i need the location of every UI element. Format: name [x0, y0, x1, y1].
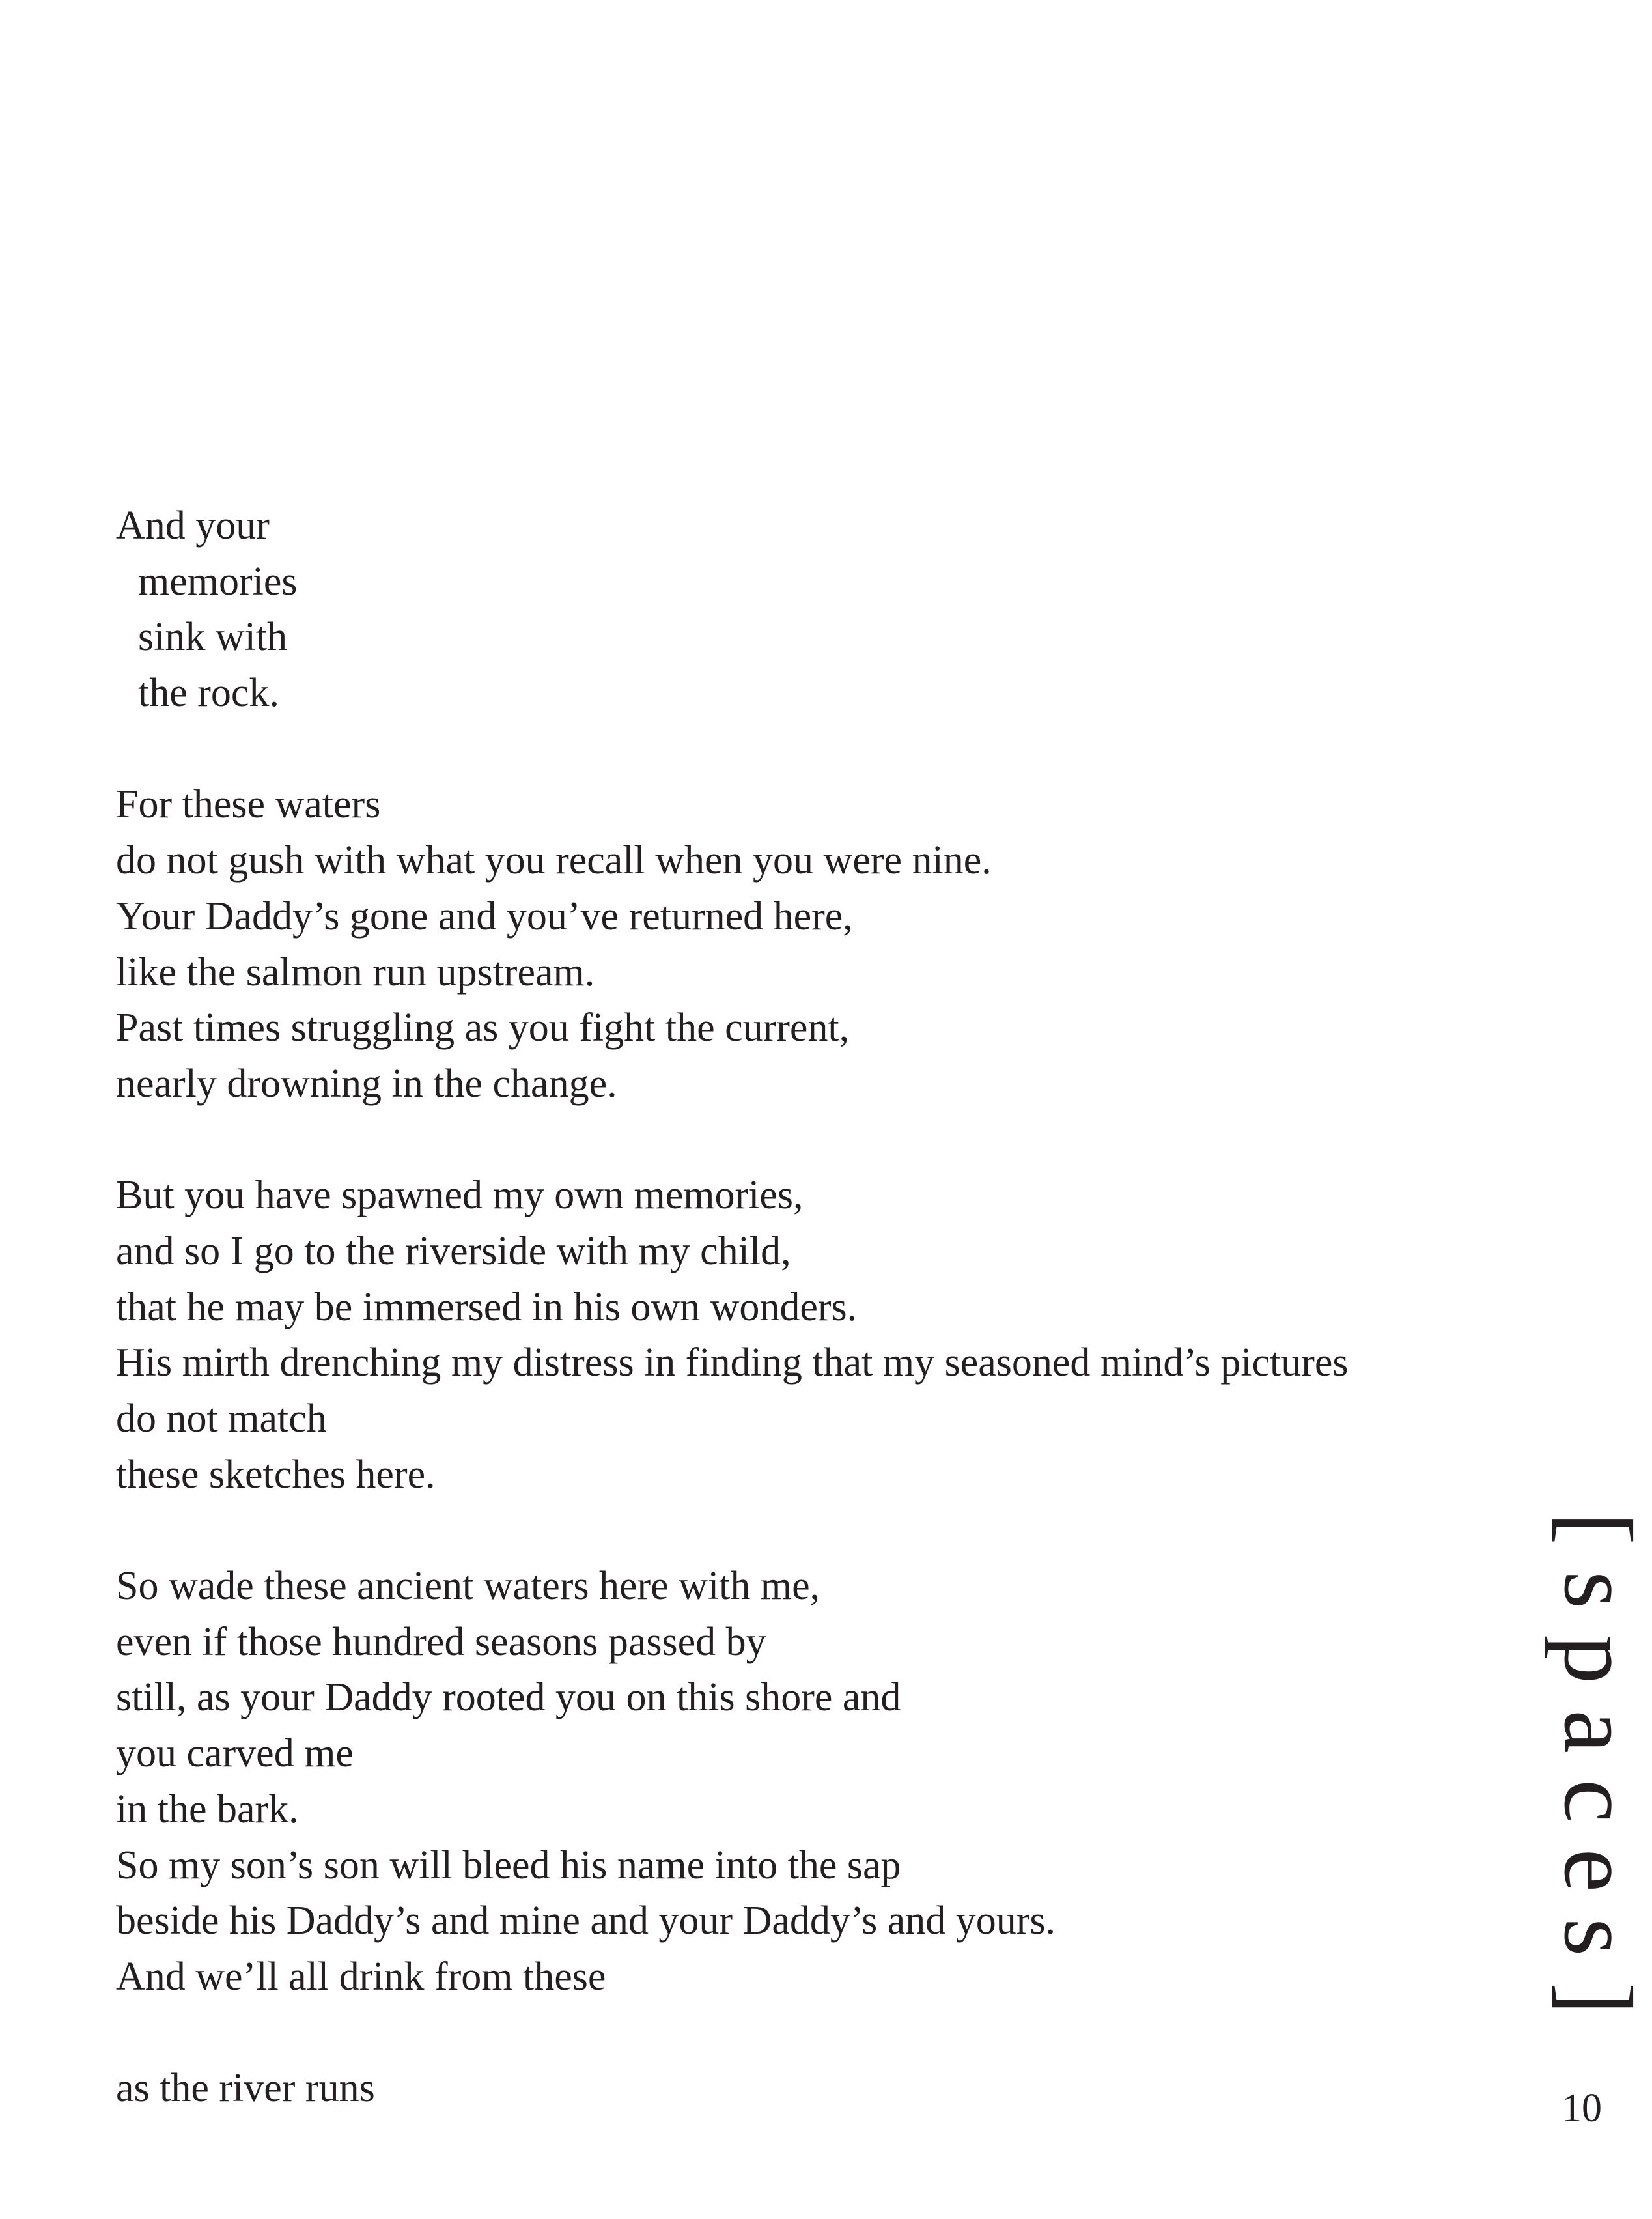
page-number: 10: [1561, 2086, 1602, 2130]
poem-line: And your: [116, 503, 270, 548]
poem-line: For these waters: [116, 782, 381, 827]
poem-line: the rock.: [138, 671, 279, 716]
poem-line: even if those hundred seasons passed by: [116, 1619, 766, 1664]
poem-line: do not match: [116, 1396, 327, 1441]
poem-line: So my son’s son will bleed his name into the sap: [116, 1843, 901, 1887]
poem-line: And we’ll all drink from these: [116, 1954, 606, 1999]
stanza-break: [116, 1112, 1516, 1168]
poem-line: still, as your Daddy rooted you on this shore and: [116, 1675, 901, 1720]
poem-text: [116, 498, 1516, 2117]
poem-line: His mirth drenching my distress in finding that my seasoned mind’s pictures: [116, 1340, 1349, 1385]
poem-line: Your Daddy’s gone and you’ve returned here,: [116, 894, 853, 939]
vertical-section-title: [1544, 1512, 1652, 2044]
stanza-break: [116, 2005, 1516, 2061]
section-title-text: [spaces]: [1544, 1512, 1652, 2041]
poem-line: Past times struggling as you fight the current,: [116, 1006, 850, 1051]
poem-line: in the bark.: [116, 1787, 299, 1831]
poem-line: nearly drowning in the change.: [116, 1061, 617, 1106]
poem-line: you carved me: [116, 1731, 354, 1776]
poem-line: like the salmon run upstream.: [116, 950, 595, 995]
poem-line: But you have spawned my own memories,: [116, 1173, 804, 1218]
stanza-break: [116, 1503, 1516, 1559]
poem-line: memories: [138, 559, 298, 604]
poem-closing-line: as the river runs: [116, 2066, 375, 2111]
poem-line: that he may be immersed in his own wonders.: [116, 1284, 858, 1329]
poem-line: So wade these ancient waters here with me,: [116, 1564, 820, 1609]
stanza-break: [116, 722, 1516, 778]
poem-line: sink with: [138, 615, 288, 660]
poem-line: beside his Daddy’s and mine and your Daddy’s and yours.: [116, 1899, 1056, 1943]
poem-line: do not gush with what you recall when you were nine.: [116, 838, 992, 883]
poem-line: these sketches here.: [116, 1452, 436, 1497]
poem-line: and so I go to the riverside with my child,: [116, 1228, 791, 1273]
